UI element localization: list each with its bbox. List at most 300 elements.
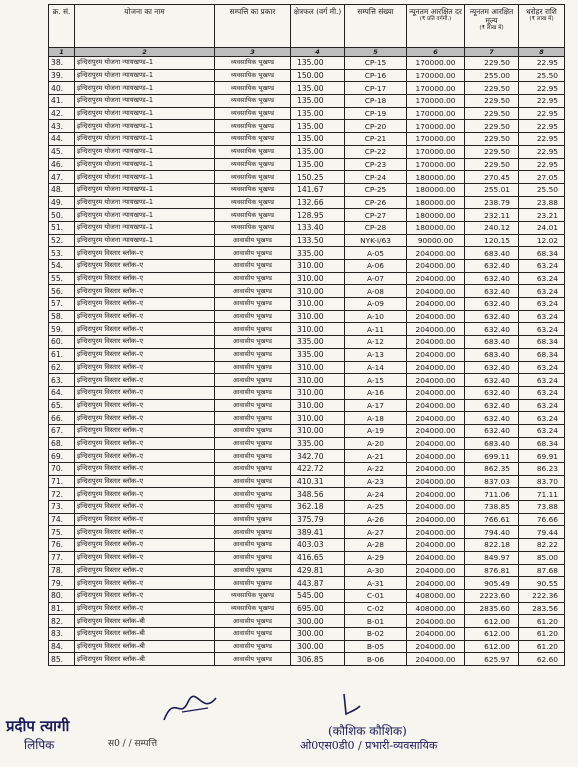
- cell-property-type: व्यवसायिक भूखण्ड: [215, 82, 291, 95]
- cell-area: 335.00: [291, 336, 345, 349]
- cell-scheme: इन्दिरापुरम योजना न्यायखण्ड–1: [75, 145, 215, 158]
- cell-area: 135.00: [291, 120, 345, 133]
- cell-serial: 58.: [49, 310, 75, 323]
- header-rate: [407, 5, 465, 48]
- table-row: [49, 475, 565, 488]
- cell-property-type: व्यवसायिक भूखण्ड: [215, 133, 291, 146]
- cell-reserve-rate: 180000.00: [407, 171, 465, 184]
- cell-property-type: आवासीय भूखण्ड: [215, 386, 291, 399]
- cell-property-no: A-06: [345, 260, 407, 273]
- cell-serial: 76.: [49, 539, 75, 552]
- cell-serial: 53.: [49, 247, 75, 260]
- cell-area: 416.65: [291, 551, 345, 564]
- table-row: [49, 57, 565, 70]
- cell-deposit: 63.24: [519, 424, 565, 437]
- cell-area: 150.00: [291, 69, 345, 82]
- table-row: [49, 171, 565, 184]
- cell-property-no: B-05: [345, 640, 407, 653]
- table-row: [49, 120, 565, 133]
- cell-reserve-rate: 204000.00: [407, 272, 465, 285]
- cell-serial: 59.: [49, 323, 75, 336]
- cell-reserve-rate: 204000.00: [407, 539, 465, 552]
- cell-deposit: 283.56: [519, 602, 565, 615]
- header-plot: सम्पत्ति संख्या: [345, 5, 407, 48]
- cell-reserve-value: 2835.60: [465, 602, 519, 615]
- cell-reserve-rate: 408000.00: [407, 589, 465, 602]
- cell-scheme: इन्दिरापुरम योजना न्यायखण्ड–1: [75, 183, 215, 196]
- cell-deposit: 63.24: [519, 310, 565, 323]
- cell-deposit: 24.01: [519, 221, 565, 234]
- cell-deposit: 22.95: [519, 107, 565, 120]
- header-deposit-label: धरोहर राशि: [526, 7, 557, 16]
- cell-property-type: आवासीय भूखण्ड: [215, 272, 291, 285]
- clerk-role: लिपिक: [24, 738, 55, 752]
- cell-reserve-value: 905.49: [465, 577, 519, 590]
- cell-deposit: 22.95: [519, 57, 565, 70]
- cell-deposit: 63.24: [519, 260, 565, 273]
- cell-property-no: A-07: [345, 272, 407, 285]
- cell-property-type: आवासीय भूखण्ड: [215, 234, 291, 247]
- cell-scheme: इन्दिरापुरम योजना न्यायखण्ड–1: [75, 95, 215, 108]
- cell-reserve-value: 632.40: [465, 323, 519, 336]
- cell-area: 443.87: [291, 577, 345, 590]
- table-row: [49, 437, 565, 450]
- cell-reserve-value: 711.06: [465, 488, 519, 501]
- cell-property-no: B-02: [345, 627, 407, 640]
- header-scheme: योजना का नाम: [75, 5, 215, 48]
- cell-reserve-value: 612.00: [465, 627, 519, 640]
- cell-reserve-rate: 408000.00: [407, 602, 465, 615]
- header-min-unit: (₹ लाख में): [479, 25, 504, 31]
- cell-area: 133.40: [291, 221, 345, 234]
- cell-deposit: 63.24: [519, 412, 565, 425]
- cell-property-type: आवासीय भूखण्ड: [215, 437, 291, 450]
- cell-property-type: व्यवसायिक भूखण्ड: [215, 602, 291, 615]
- cell-scheme: इन्दिरापुरम योजना न्यायखण्ड–1: [75, 234, 215, 247]
- cell-reserve-rate: 204000.00: [407, 310, 465, 323]
- cell-reserve-rate: 204000.00: [407, 285, 465, 298]
- cell-deposit: 87.68: [519, 564, 565, 577]
- cell-area: 300.00: [291, 640, 345, 653]
- cell-reserve-rate: 204000.00: [407, 260, 465, 273]
- cell-reserve-rate: 204000.00: [407, 488, 465, 501]
- cell-property-type: आवासीय भूखण्ड: [215, 564, 291, 577]
- table-row: [49, 602, 565, 615]
- cell-deposit: 27.05: [519, 171, 565, 184]
- cell-property-type: आवासीय भूखण्ड: [215, 653, 291, 666]
- cell-property-no: CP-18: [345, 95, 407, 108]
- cell-scheme: इन्दिरापुरम विस्तार ब्लॉक–ए: [75, 589, 215, 602]
- table-row: [49, 158, 565, 171]
- column-number: 6: [407, 48, 465, 57]
- cell-property-type: व्यवसायिक भूखण्ड: [215, 196, 291, 209]
- cell-serial: 45.: [49, 145, 75, 158]
- table-row: [49, 133, 565, 146]
- cell-reserve-value: 255.01: [465, 183, 519, 196]
- cell-reserve-value: 837.03: [465, 475, 519, 488]
- cell-area: 429.81: [291, 564, 345, 577]
- cell-deposit: 61.20: [519, 640, 565, 653]
- cell-property-no: A-21: [345, 450, 407, 463]
- cell-scheme: इन्दिरापुरम विस्तार ब्लॉक–ए: [75, 285, 215, 298]
- cell-reserve-value: 229.50: [465, 57, 519, 70]
- cell-reserve-rate: 204000.00: [407, 653, 465, 666]
- cell-area: 389.41: [291, 526, 345, 539]
- initials-scribble-icon: [336, 690, 366, 720]
- table-row: [49, 386, 565, 399]
- cell-reserve-rate: 204000.00: [407, 564, 465, 577]
- table-row: [49, 209, 565, 222]
- cell-serial: 73.: [49, 501, 75, 514]
- cell-reserve-rate: 180000.00: [407, 183, 465, 196]
- header-type: सम्पत्ति का प्रकार: [215, 5, 291, 48]
- cell-scheme: इन्दिरापुरम विस्तार ब्लॉक–ए: [75, 602, 215, 615]
- cell-scheme: इन्दिरापुरम योजना न्यायखण्ड–1: [75, 57, 215, 70]
- cell-serial: 42.: [49, 107, 75, 120]
- cell-reserve-rate: 180000.00: [407, 221, 465, 234]
- cell-reserve-value: 229.50: [465, 107, 519, 120]
- cell-serial: 49.: [49, 196, 75, 209]
- cell-serial: 84.: [49, 640, 75, 653]
- cell-property-no: A-31: [345, 577, 407, 590]
- cell-reserve-value: 632.40: [465, 361, 519, 374]
- cell-property-no: A-13: [345, 348, 407, 361]
- cell-scheme: इन्दिरापुरम विस्तार ब्लॉक–ए: [75, 336, 215, 349]
- column-number: 2: [75, 48, 215, 57]
- cell-reserve-value: 683.40: [465, 247, 519, 260]
- cell-scheme: इन्दिरापुरम योजना न्यायखण्ड–1: [75, 120, 215, 133]
- cell-serial: 39.: [49, 69, 75, 82]
- cell-serial: 64.: [49, 386, 75, 399]
- cell-deposit: 86.23: [519, 463, 565, 476]
- cell-property-type: व्यवसायिक भूखण्ड: [215, 107, 291, 120]
- cell-reserve-rate: 180000.00: [407, 196, 465, 209]
- cell-area: 310.00: [291, 361, 345, 374]
- cell-scheme: इन्दिरापुरम विस्तार ब्लॉक–बी: [75, 627, 215, 640]
- cell-area: 135.00: [291, 133, 345, 146]
- column-number: 1: [49, 48, 75, 57]
- cell-scheme: इन्दिरापुरम योजना न्यायखण्ड–1: [75, 133, 215, 146]
- cell-property-type: आवासीय भूखण्ड: [215, 475, 291, 488]
- cell-deposit: 63.24: [519, 285, 565, 298]
- header-min-label: न्यूनतम आरक्षित मूल्य: [469, 7, 514, 25]
- cell-area: 310.00: [291, 412, 345, 425]
- cell-property-type: आवासीय भूखण्ड: [215, 513, 291, 526]
- column-number-row: [49, 48, 565, 57]
- cell-reserve-rate: 170000.00: [407, 145, 465, 158]
- table-row: [49, 272, 565, 285]
- cell-reserve-value: 625.97: [465, 653, 519, 666]
- cell-property-type: आवासीय भूखण्ड: [215, 399, 291, 412]
- cell-property-no: CP-24: [345, 171, 407, 184]
- cell-property-type: आवासीय भूखण्ड: [215, 615, 291, 628]
- cell-reserve-value: 238.79: [465, 196, 519, 209]
- cell-deposit: 22.95: [519, 133, 565, 146]
- cell-reserve-value: 862.35: [465, 463, 519, 476]
- cell-property-no: A-25: [345, 501, 407, 514]
- cell-property-no: A-20: [345, 437, 407, 450]
- cell-deposit: 63.24: [519, 361, 565, 374]
- cell-reserve-rate: 170000.00: [407, 133, 465, 146]
- officer-role: ओ0एस0डी0 / प्रभारी-व्यवसायिक: [300, 739, 438, 752]
- cell-reserve-rate: 170000.00: [407, 95, 465, 108]
- cell-reserve-rate: 204000.00: [407, 450, 465, 463]
- cell-reserve-value: 229.50: [465, 133, 519, 146]
- cell-scheme: इन्दिरापुरम योजना न्यायखण्ड–1: [75, 209, 215, 222]
- header-min: [465, 5, 519, 48]
- cell-scheme: इन्दिरापुरम योजना न्यायखण्ड–1: [75, 171, 215, 184]
- cell-property-type: आवासीय भूखण्ड: [215, 577, 291, 590]
- officer-name: (कौशिक कौशिक): [328, 724, 407, 738]
- cell-scheme: इन्दिरापुरम विस्तार ब्लॉक–ए: [75, 513, 215, 526]
- cell-reserve-value: 876.81: [465, 564, 519, 577]
- table-row: [49, 310, 565, 323]
- table-row: [49, 260, 565, 273]
- cell-reserve-value: 632.40: [465, 310, 519, 323]
- cell-property-type: आवासीय भूखण्ड: [215, 260, 291, 273]
- cell-property-type: आवासीय भूखण्ड: [215, 298, 291, 311]
- cell-area: 310.00: [291, 374, 345, 387]
- cell-property-no: NYK-I/63: [345, 234, 407, 247]
- cell-area: 310.00: [291, 272, 345, 285]
- cell-scheme: इन्दिरापुरम योजना न्यायखण्ड–1: [75, 196, 215, 209]
- table-row: [49, 145, 565, 158]
- cell-property-type: व्यवसायिक भूखण्ड: [215, 183, 291, 196]
- cell-reserve-value: 632.40: [465, 272, 519, 285]
- cell-reserve-rate: 204000.00: [407, 627, 465, 640]
- table-row: [49, 577, 565, 590]
- cell-deposit: 76.66: [519, 513, 565, 526]
- cell-property-type: व्यवसायिक भूखण्ड: [215, 145, 291, 158]
- signature-scribble-icon: [160, 690, 220, 726]
- cell-area: 310.00: [291, 399, 345, 412]
- cell-area: 135.00: [291, 145, 345, 158]
- cell-property-no: CP-20: [345, 120, 407, 133]
- cell-area: 375.79: [291, 513, 345, 526]
- cell-reserve-value: 766.61: [465, 513, 519, 526]
- cell-area: 410.31: [291, 475, 345, 488]
- cell-scheme: इन्दिरापुरम योजना न्यायखण्ड–1: [75, 69, 215, 82]
- table-row: [49, 196, 565, 209]
- cell-serial: 48.: [49, 183, 75, 196]
- table-row: [49, 450, 565, 463]
- cell-scheme: इन्दिरापुरम विस्तार ब्लॉक–ए: [75, 298, 215, 311]
- cell-area: 348.56: [291, 488, 345, 501]
- cell-area: 300.00: [291, 615, 345, 628]
- cell-area: 310.00: [291, 386, 345, 399]
- cell-property-no: A-19: [345, 424, 407, 437]
- cell-serial: 85.: [49, 653, 75, 666]
- cell-area: 128.95: [291, 209, 345, 222]
- cell-property-type: आवासीय भूखण्ड: [215, 539, 291, 552]
- table-row: [49, 564, 565, 577]
- cell-serial: 55.: [49, 272, 75, 285]
- cell-scheme: इन्दिरापुरम विस्तार ब्लॉक–ए: [75, 488, 215, 501]
- cell-reserve-value: 632.40: [465, 399, 519, 412]
- cell-deposit: 82.22: [519, 539, 565, 552]
- cell-area: 310.00: [291, 323, 345, 336]
- cell-area: 135.00: [291, 57, 345, 70]
- cell-scheme: इन्दिरापुरम विस्तार ब्लॉक–ए: [75, 386, 215, 399]
- cell-deposit: 222.36: [519, 589, 565, 602]
- cell-reserve-rate: 204000.00: [407, 323, 465, 336]
- cell-scheme: इन्दिरापुरम विस्तार ब्लॉक–ए: [75, 501, 215, 514]
- cell-reserve-value: 2223.60: [465, 589, 519, 602]
- cell-serial: 40.: [49, 82, 75, 95]
- cell-property-type: आवासीय भूखण्ड: [215, 640, 291, 653]
- table-row: [49, 513, 565, 526]
- table-row: [49, 488, 565, 501]
- cell-serial: 67.: [49, 424, 75, 437]
- cell-property-no: CP-28: [345, 221, 407, 234]
- cell-reserve-rate: 204000.00: [407, 640, 465, 653]
- cell-scheme: इन्दिरापुरम योजना न्यायखण्ड–1: [75, 221, 215, 234]
- cell-property-type: आवासीय भूखण्ड: [215, 361, 291, 374]
- cell-property-type: व्यवसायिक भूखण्ड: [215, 221, 291, 234]
- cell-property-type: व्यवसायिक भूखण्ड: [215, 69, 291, 82]
- cell-property-type: आवासीय भूखण्ड: [215, 424, 291, 437]
- cell-scheme: इन्दिरापुरम विस्तार ब्लॉक–ए: [75, 323, 215, 336]
- cell-property-no: A-26: [345, 513, 407, 526]
- column-number: 8: [519, 48, 565, 57]
- cell-property-no: A-23: [345, 475, 407, 488]
- cell-reserve-rate: 204000.00: [407, 463, 465, 476]
- cell-property-type: व्यवसायिक भूखण्ड: [215, 158, 291, 171]
- cell-property-no: CP-25: [345, 183, 407, 196]
- table-row: [49, 501, 565, 514]
- cell-area: 141.67: [291, 183, 345, 196]
- cell-reserve-value: 255.00: [465, 69, 519, 82]
- cell-area: 310.00: [291, 424, 345, 437]
- cell-property-no: A-30: [345, 564, 407, 577]
- table-row: [49, 615, 565, 628]
- cell-reserve-rate: 204000.00: [407, 247, 465, 260]
- cell-deposit: 79.44: [519, 526, 565, 539]
- cell-scheme: इन्दिरापुरम विस्तार ब्लॉक–ए: [75, 450, 215, 463]
- cell-scheme: इन्दिरापुरम विस्तार ब्लॉक–ए: [75, 437, 215, 450]
- cell-reserve-value: 632.40: [465, 298, 519, 311]
- cell-deposit: 63.24: [519, 399, 565, 412]
- cell-reserve-value: 738.85: [465, 501, 519, 514]
- cell-property-no: A-10: [345, 310, 407, 323]
- cell-reserve-value: 632.40: [465, 374, 519, 387]
- cell-reserve-value: 632.40: [465, 285, 519, 298]
- cell-reserve-rate: 204000.00: [407, 298, 465, 311]
- cell-property-no: CP-21: [345, 133, 407, 146]
- cell-serial: 43.: [49, 120, 75, 133]
- cell-scheme: इन्दिरापुरम योजना न्यायखण्ड–1: [75, 107, 215, 120]
- cell-area: 132.66: [291, 196, 345, 209]
- cell-deposit: 68.34: [519, 437, 565, 450]
- cell-reserve-value: 849.97: [465, 551, 519, 564]
- cell-serial: 74.: [49, 513, 75, 526]
- cell-serial: 69.: [49, 450, 75, 463]
- cell-reserve-rate: 170000.00: [407, 158, 465, 171]
- cell-reserve-value: 632.40: [465, 386, 519, 399]
- cell-reserve-rate: 204000.00: [407, 336, 465, 349]
- cell-area: 310.00: [291, 310, 345, 323]
- cell-scheme: इन्दिरापुरम विस्तार ब्लॉक–ए: [75, 526, 215, 539]
- cell-reserve-value: 632.40: [465, 260, 519, 273]
- cell-area: 135.00: [291, 107, 345, 120]
- cell-property-no: A-29: [345, 551, 407, 564]
- cell-reserve-rate: 180000.00: [407, 209, 465, 222]
- cell-deposit: 22.95: [519, 82, 565, 95]
- cell-serial: 60.: [49, 336, 75, 349]
- cell-serial: 65.: [49, 399, 75, 412]
- cell-property-type: आवासीय भूखण्ड: [215, 348, 291, 361]
- cell-serial: 63.: [49, 374, 75, 387]
- cell-property-type: आवासीय भूखण्ड: [215, 450, 291, 463]
- cell-property-no: A-16: [345, 386, 407, 399]
- cell-property-no: CP-26: [345, 196, 407, 209]
- cell-scheme: इन्दिरापुरम विस्तार ब्लॉक–बी: [75, 640, 215, 653]
- cell-property-no: A-11: [345, 323, 407, 336]
- cell-reserve-rate: 204000.00: [407, 348, 465, 361]
- cell-deposit: 22.95: [519, 120, 565, 133]
- table-row: [49, 221, 565, 234]
- cell-scheme: इन्दिरापुरम विस्तार ब्लॉक–ए: [75, 374, 215, 387]
- cell-deposit: 25.50: [519, 183, 565, 196]
- cell-serial: 46.: [49, 158, 75, 171]
- cell-property-type: व्यवसायिक भूखण्ड: [215, 57, 291, 70]
- column-number: 3: [215, 48, 291, 57]
- table-row: [49, 298, 565, 311]
- cell-property-no: CP-27: [345, 209, 407, 222]
- column-number: 4: [291, 48, 345, 57]
- cell-scheme: इन्दिरापुरम विस्तार ब्लॉक–ए: [75, 272, 215, 285]
- column-number: 5: [345, 48, 407, 57]
- cell-deposit: 85.00: [519, 551, 565, 564]
- cell-reserve-value: 229.50: [465, 145, 519, 158]
- cell-scheme: इन्दिरापुरम विस्तार ब्लॉक–ए: [75, 247, 215, 260]
- table-row: [49, 463, 565, 476]
- cell-scheme: इन्दिरापुरम विस्तार ब्लॉक–ए: [75, 361, 215, 374]
- cell-serial: 62.: [49, 361, 75, 374]
- cell-serial: 57.: [49, 298, 75, 311]
- cell-area: 342.70: [291, 450, 345, 463]
- cell-reserve-rate: 204000.00: [407, 551, 465, 564]
- cell-property-no: B-01: [345, 615, 407, 628]
- cell-serial: 83.: [49, 627, 75, 640]
- cell-property-no: CP-15: [345, 57, 407, 70]
- cell-serial: 66.: [49, 412, 75, 425]
- cell-property-no: A-08: [345, 285, 407, 298]
- cell-property-no: A-12: [345, 336, 407, 349]
- cell-reserve-rate: 170000.00: [407, 107, 465, 120]
- table-row: [49, 589, 565, 602]
- cell-reserve-value: 240.12: [465, 221, 519, 234]
- cell-reserve-rate: 204000.00: [407, 361, 465, 374]
- cell-scheme: इन्दिरापुरम विस्तार ब्लॉक–ए: [75, 463, 215, 476]
- cell-property-no: A-15: [345, 374, 407, 387]
- cell-deposit: 68.34: [519, 348, 565, 361]
- cell-property-type: आवासीय भूखण्ड: [215, 285, 291, 298]
- cell-reserve-value: 683.40: [465, 348, 519, 361]
- cell-reserve-rate: 204000.00: [407, 424, 465, 437]
- cell-scheme: इन्दिरापुरम विस्तार ब्लॉक–ए: [75, 539, 215, 552]
- header-area: क्षेत्रफल (वर्ग मी.): [291, 5, 345, 48]
- cell-deposit: 69.91: [519, 450, 565, 463]
- cell-property-type: आवासीय भूखण्ड: [215, 627, 291, 640]
- cell-property-no: A-24: [345, 488, 407, 501]
- cell-reserve-rate: 204000.00: [407, 412, 465, 425]
- cell-deposit: 62.60: [519, 653, 565, 666]
- cell-property-type: आवासीय भूखण्ड: [215, 310, 291, 323]
- cell-property-type: आवासीय भूखण्ड: [215, 463, 291, 476]
- cell-reserve-value: 229.50: [465, 120, 519, 133]
- cell-serial: 80.: [49, 589, 75, 602]
